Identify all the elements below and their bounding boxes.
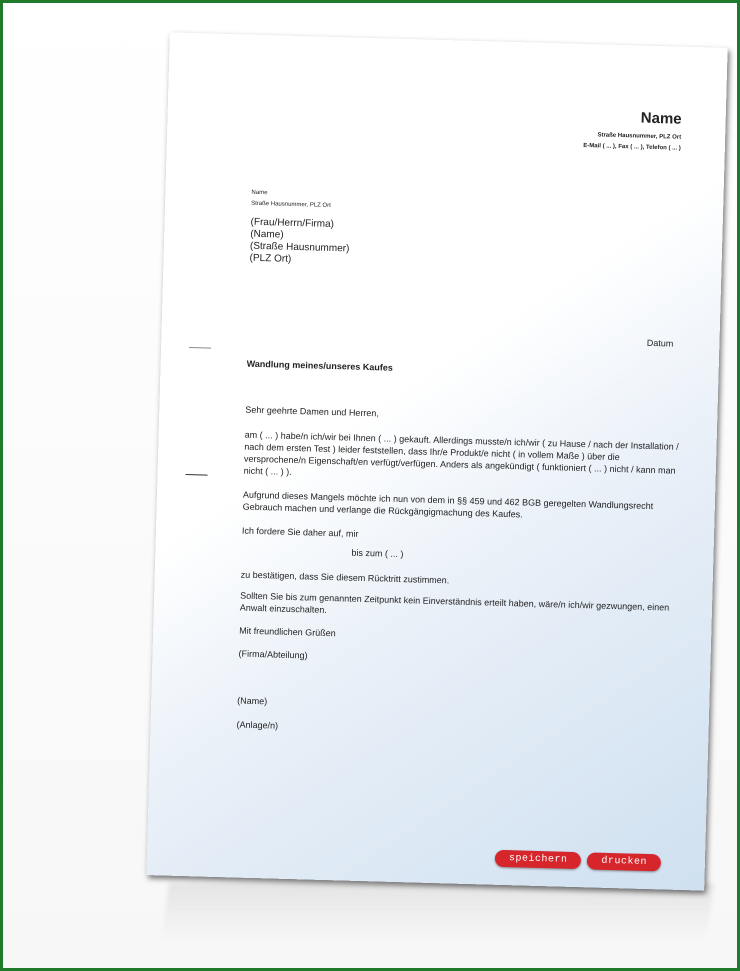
punch-mark: [186, 474, 208, 476]
recipient-line: (Name): [250, 228, 284, 241]
paragraph-withdrawal: Aufgrund dieses Mangels möchte ich nun von dem in §§ 459 und 462 BGB geregelten Wandlungsrecht Gebrauch machen und verlange die Rückgängigmachung des Kaufes.: [242, 489, 654, 520]
paragraph-purchase: am ( ... ) habe/n ich/wir bei Ihnen ( ... ) gekauft. Allerdings musste/n ich/wir ( zu Hause / nach der Installation / nach dem ersten Test ) leider feststellen, dass Ihr/e Produkt/e nicht ( in vollem Maße ) über die versprochene/n Eigenschaft/en verfügt/verfügen. Anders als angekündigt ( funktioniert ( ... ) nicht / kann man nicht ( ... ) ).: [243, 429, 679, 477]
attachments-line: (Anlage/n): [236, 719, 279, 731]
action-buttons: [495, 850, 661, 872]
recipient-line: (Straße Hausnummer): [249, 240, 350, 255]
save-button[interactable]: speichern: [495, 850, 582, 869]
company-line: (Firma/Abteilung): [238, 648, 308, 661]
recipient-line: (PLZ Ort): [249, 252, 292, 265]
salutation: Sehr geehrte Damen und Herren,: [245, 404, 380, 419]
page-shadow: [161, 883, 714, 941]
letter-subject: Wandlung meines/unseres Kaufes: [246, 358, 393, 373]
recipient-line: (Frau/Herrn/Firma): [250, 216, 335, 231]
fold-mark: [189, 347, 211, 349]
paragraph-lawyer: Sollten Sie bis zum genannten Zeitpunkt kein Einverständnis erteilt haben, wäre/n ich/wir gezwungen, einen Anwalt einzuschalten.: [239, 590, 670, 615]
sender-address: Straße Hausnummer, PLZ Ort: [597, 132, 682, 141]
letter-page: [146, 32, 727, 890]
recipient-block: [249, 217, 350, 268]
paragraph-confirm: zu bestätigen, dass Sie diesem Rücktritt zustimmen.: [240, 569, 450, 586]
return-address-street: Straße Hausnummer, PLZ Ort: [251, 200, 331, 209]
sender-contact: E-Mail ( ... ), Fax ( ... ), Telefon ( ... ): [583, 142, 681, 152]
letter-date: Datum: [646, 337, 674, 349]
sender-name: Name: [640, 109, 682, 128]
signature-name: (Name): [237, 695, 268, 707]
paragraph-request: Ich fordere Sie daher auf, mir: [241, 525, 359, 539]
closing: Mit freundlichen Grüßen: [239, 625, 336, 639]
return-address-name: Name: [251, 189, 268, 197]
print-button[interactable]: drucken: [587, 852, 661, 871]
deadline-line: bis zum ( ... ): [351, 547, 404, 560]
